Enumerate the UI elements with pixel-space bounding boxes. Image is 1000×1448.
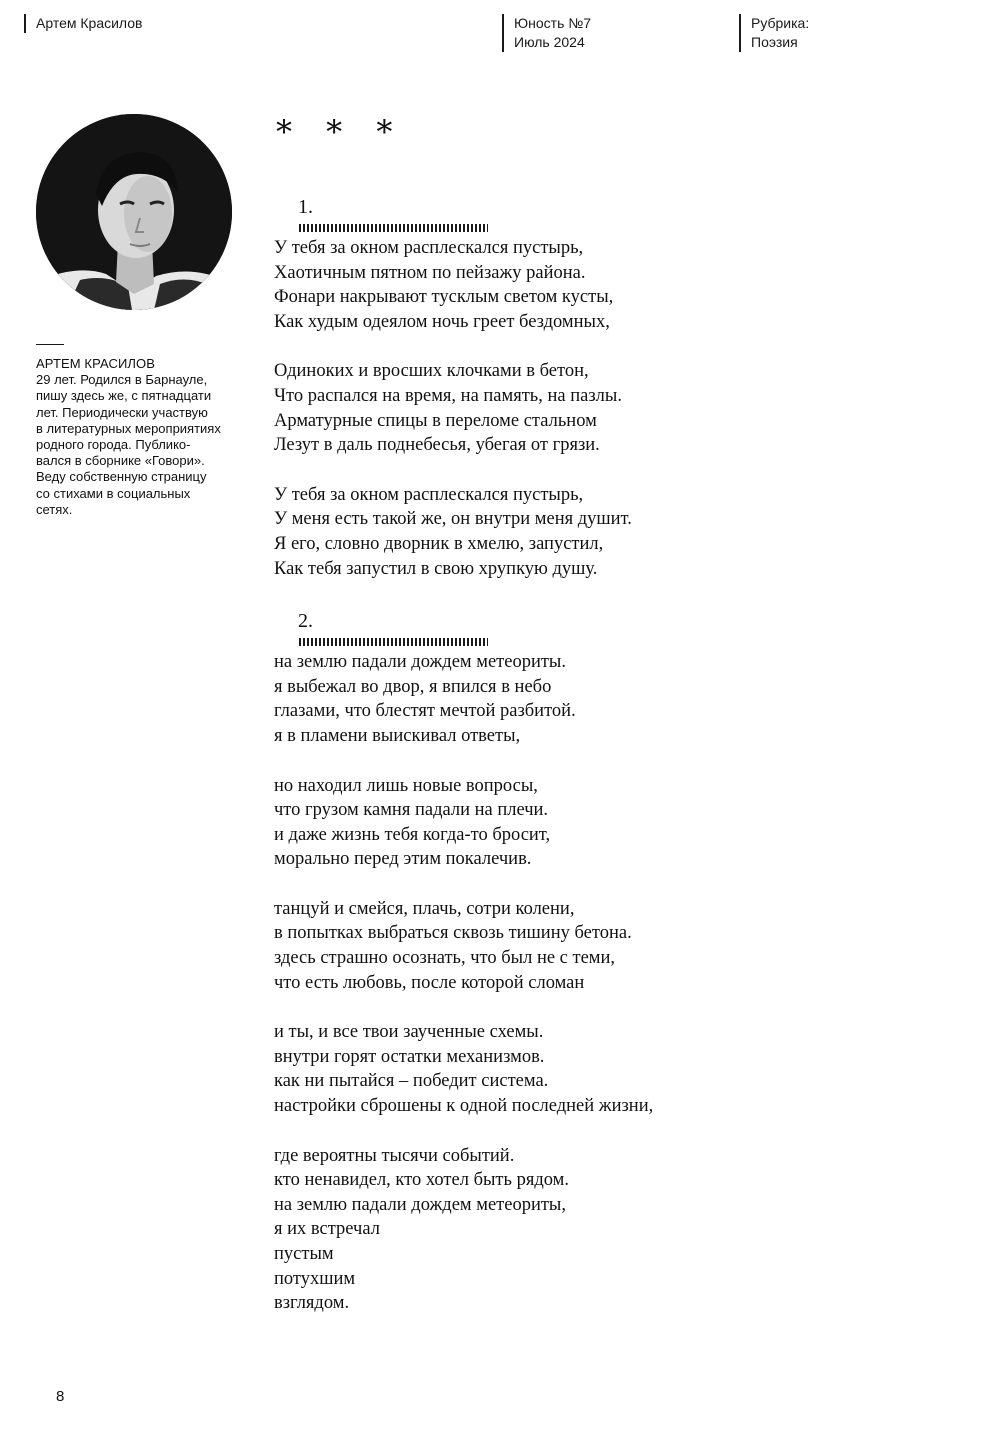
header-rubric-value: Поэзия <box>751 34 798 50</box>
poem-line: танцуй и смейся, плачь, сотри колени, <box>274 898 575 919</box>
poem-title: * * * <box>276 113 405 151</box>
poem-line: как ни пытайся – победит система. <box>274 1071 549 1092</box>
part-divider-ticks <box>299 638 488 646</box>
portrait-illustration <box>36 114 232 310</box>
stanza <box>274 774 834 872</box>
poem-line: настройки сброшены к одной последней жизни, <box>274 1096 654 1117</box>
poem-line: Арматурные спицы в переломе стальном <box>274 410 597 431</box>
poem-line: Лезут в даль поднебесья, убегая от грязи. <box>274 435 600 456</box>
header-issue <box>502 14 591 52</box>
poem-line: Что распался на время, на память, на пазлы. <box>274 385 622 406</box>
poem-line: я в пламени выискивал ответы, <box>274 725 521 746</box>
poem-line: морально перед этим покалечив. <box>274 849 532 870</box>
poem-line: на землю падали дождем метеориты. <box>274 652 566 673</box>
header-issue-date: Июль 2024 <box>514 34 585 50</box>
poem-line: я выбежал во двор, я впился в небо <box>274 676 552 697</box>
poem-line: здесь страшно осознать, что был не с теми, <box>274 948 616 969</box>
header-author <box>24 14 142 33</box>
stanza <box>274 359 834 457</box>
bio-line: со стихами в социальных <box>36 485 191 501</box>
poem-line: Фонари накрывают тусклым светом кусты, <box>274 287 614 308</box>
bio-line: лет. Периодически участвую <box>36 404 208 420</box>
bio-line: родного города. Публико- <box>36 437 191 453</box>
poem-line: взглядом. <box>274 1293 350 1314</box>
bio-name: АРТЕМ КРАСИЛОВ <box>36 356 156 371</box>
poem-line: но находил лишь новые вопросы, <box>274 775 538 796</box>
poem-line: в попытках выбраться сквозь тишину бетона. <box>274 923 632 944</box>
poem-line: У меня есть такой же, он внутри меня душит. <box>274 509 632 530</box>
poem-line: внутри горят остатки механизмов. <box>274 1046 545 1067</box>
poem-line: Как тебя запустил в свою хрупкую душу. <box>274 558 598 579</box>
bio-line: пишу здесь же, с пятнадцати <box>36 388 212 404</box>
poem-line: где вероятны тысячи событий. <box>274 1145 515 1166</box>
poem-line: У тебя за окном расплескался пустырь, <box>274 484 584 505</box>
poem-line: Как худым одеялом ночь греет бездомных, <box>274 311 610 332</box>
poem-part <box>274 606 834 1316</box>
stanza <box>274 1020 834 1118</box>
poem-line: и ты, и все твои заученные схемы. <box>274 1022 544 1043</box>
poem-line: что грузом камня падали на плечи. <box>274 800 549 821</box>
stanza <box>274 650 834 748</box>
bio-line: в литературных мероприятиях <box>36 420 221 436</box>
stanza <box>274 1144 834 1316</box>
poem-part <box>274 192 834 581</box>
poem-line: Одиноких и вросших клочками в бетон, <box>274 361 589 382</box>
bio-divider <box>36 344 64 345</box>
author-portrait <box>36 114 232 310</box>
poem-line: потухшим <box>274 1268 356 1289</box>
author-bio <box>36 356 250 518</box>
page-number: 8 <box>56 1388 65 1405</box>
poem-line: я их встречал <box>274 1219 380 1240</box>
poem-line: глазами, что блестят мечтой разбитой. <box>274 701 576 722</box>
poem-line: пустым <box>274 1244 334 1264</box>
part-number: 2. <box>298 610 313 633</box>
bio-line: 29 лет. Родился в Барнауле, <box>36 372 208 388</box>
part-divider-ticks <box>299 224 488 232</box>
bio-line: сетях. <box>36 501 73 517</box>
part-number: 1. <box>298 196 313 218</box>
poem-line: кто ненавидел, кто хотел быть рядом. <box>274 1170 569 1191</box>
bio-line: вался в сборнике «Говори». <box>36 453 205 469</box>
poem-line: на землю падали дождем метеориты, <box>274 1194 566 1215</box>
poem-line: Хаотичным пятном по пейзажу района. <box>274 262 586 283</box>
stanza <box>274 236 834 334</box>
poem-line: У тебя за окном расплескался пустырь, <box>274 238 584 258</box>
header-issue-number: Юность №7 <box>514 15 592 31</box>
header-rubric-label: Рубрика: <box>751 15 810 31</box>
poem-line: что есть любовь, после которой сломан <box>274 972 585 993</box>
header-author-name: Артем Красилов <box>36 15 143 31</box>
stanza <box>274 483 834 581</box>
header-rubric <box>739 14 809 52</box>
poem-line: и даже жизнь тебя когда-то бросит, <box>274 824 551 845</box>
bio-line: Веду собственную страницу <box>36 469 207 485</box>
poem-line: Я его, словно дворник в хмелю, запустил, <box>274 533 604 554</box>
poem-body <box>274 192 834 1341</box>
stanza <box>274 897 834 995</box>
